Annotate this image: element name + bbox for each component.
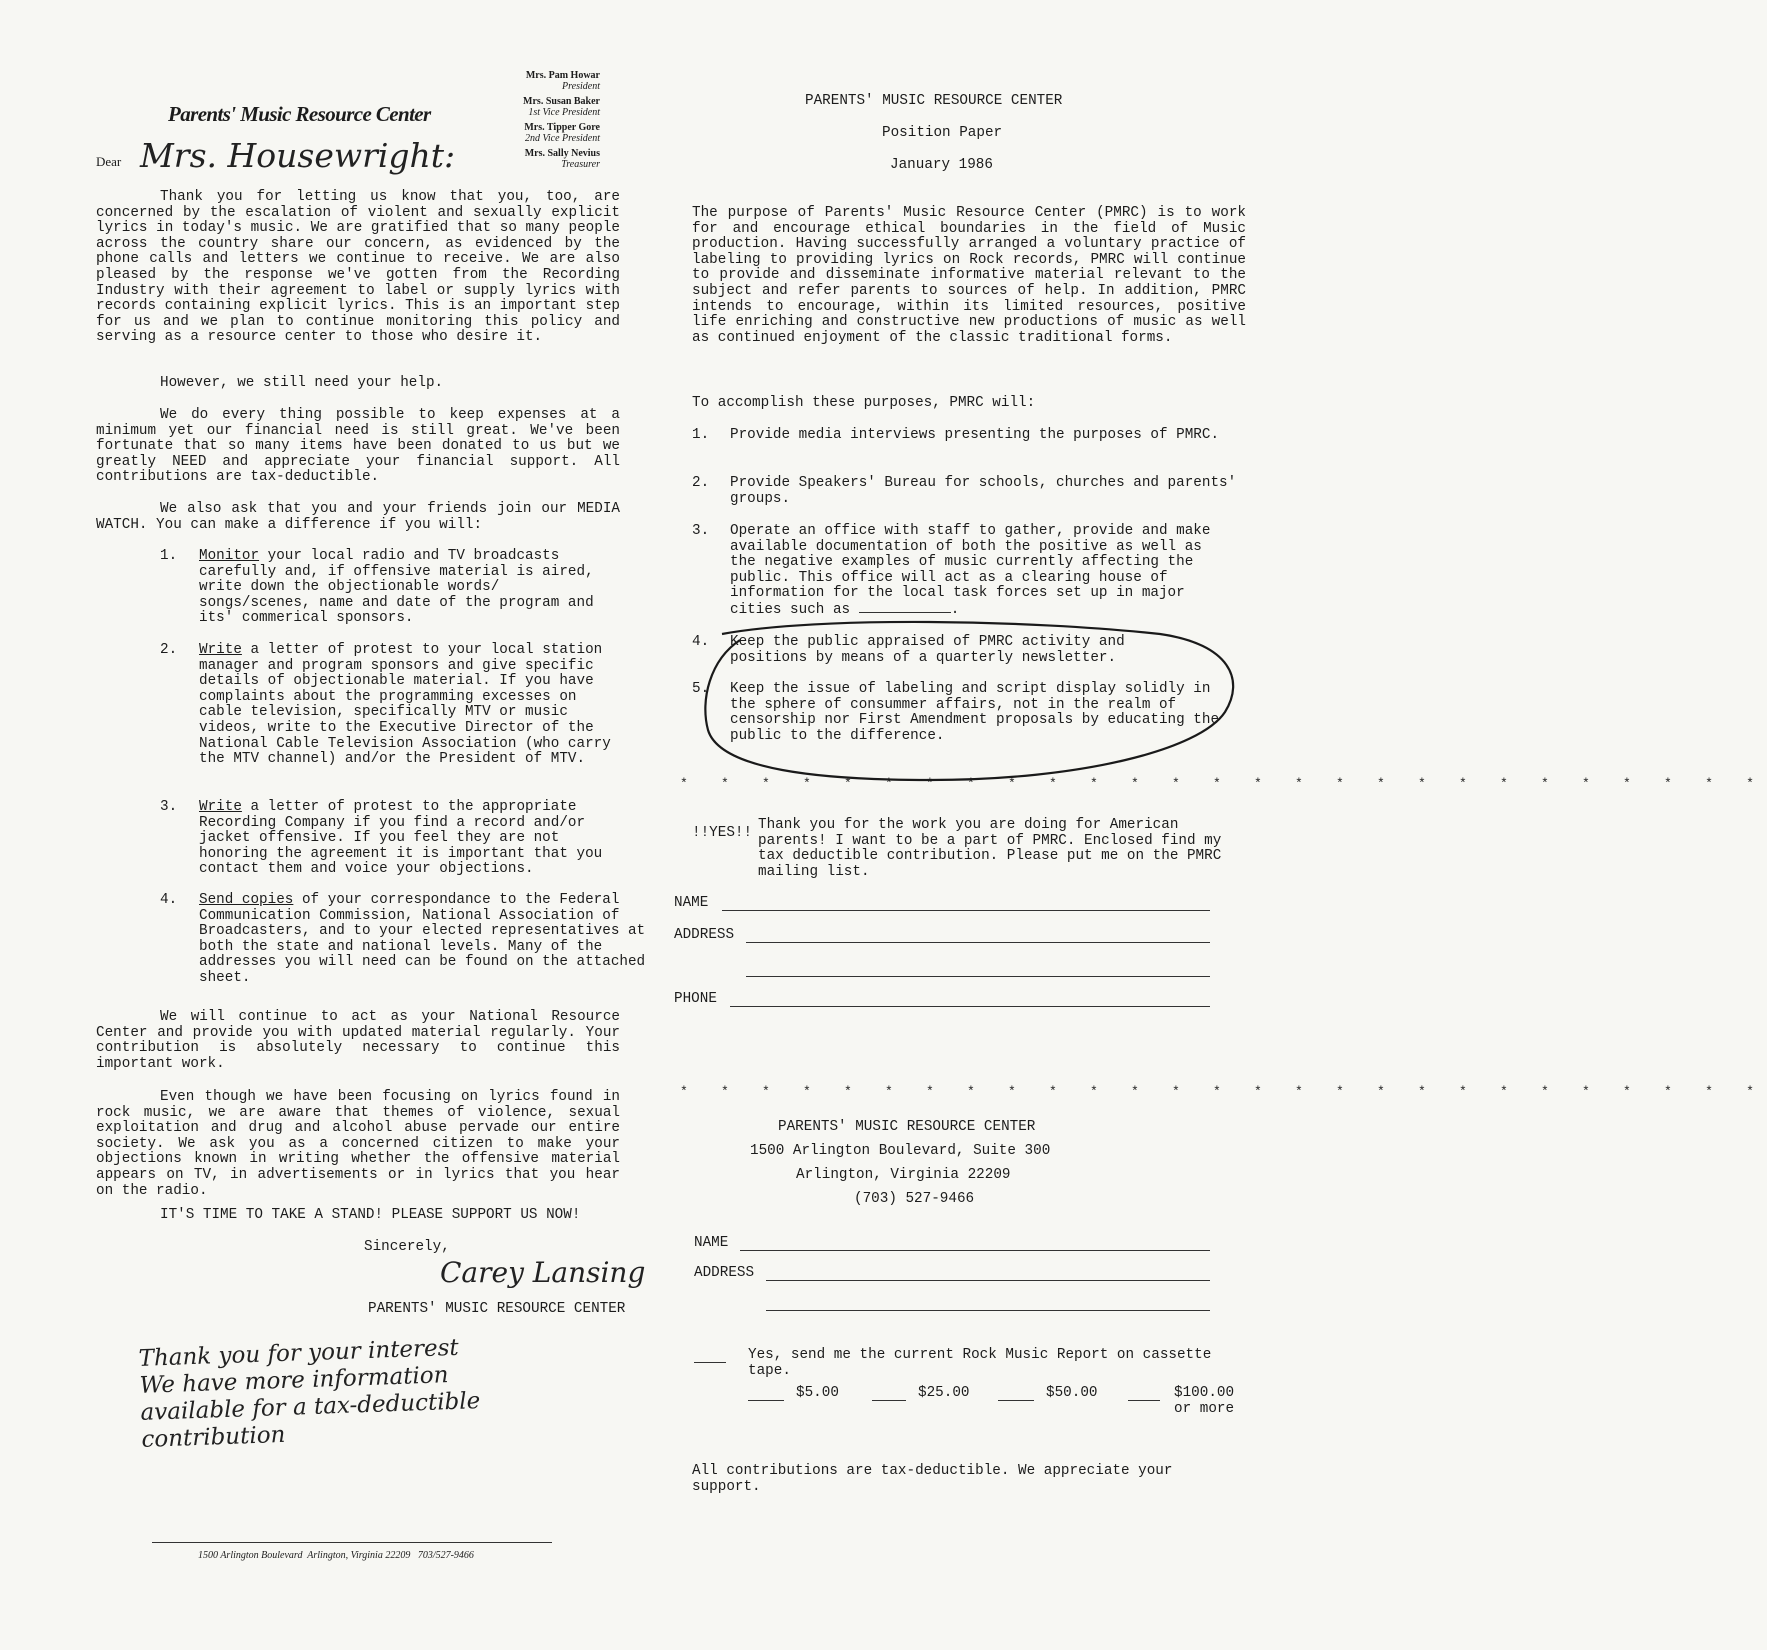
name-label: NAME (694, 1235, 729, 1251)
pledge-text: Thank you for the work you are doing for American parents! I want to be a part of PMRC. Enclosed find my tax deductible contribution. Please put me on the PMRC mailing list. (758, 817, 1222, 880)
officer: Mrs. Pam Howar President (525, 70, 600, 92)
form-phone: (703) 527-9466 (854, 1191, 975, 1207)
bleed-through-text (1245, 60, 1275, 1610)
amount-checkbox[interactable] (748, 1400, 784, 1401)
hand-drawn-circle (700, 620, 1240, 790)
name-field[interactable] (740, 1250, 1210, 1251)
divider-stars: * * * * * * * * * * * * * * * * * * * * * * * * * * * (680, 776, 1767, 791)
divider-stars: * * * * * * * * * * * * * * * * * * * * * * * * * * * (680, 1084, 1767, 1099)
position-subheader: Position Paper (882, 125, 1003, 141)
form-city: Arlington, Virginia 22209 (796, 1167, 1011, 1183)
address-label: ADDRESS (674, 927, 735, 943)
form-org: PARENTS' MUSIC RESOURCE CENTER (778, 1119, 1036, 1135)
phone-label: PHONE (674, 991, 717, 1007)
amount-option: $100.00 (1174, 1385, 1235, 1401)
address-label: ADDRESS (694, 1265, 755, 1281)
signature: Carey Lansing (440, 1256, 646, 1289)
amount-or-more: or more (1174, 1401, 1235, 1417)
officer: Mrs. Sally Nevius Treasurer (524, 148, 600, 170)
amount-option: $25.00 (918, 1385, 970, 1401)
amount-checkbox[interactable] (998, 1400, 1034, 1401)
amount-checkbox[interactable] (1128, 1400, 1160, 1401)
letter-footer: 1500 Arlington Boulevard Arlington, Virginia 22209 703/527-9466 (198, 1550, 474, 1561)
letter-paragraph: We do every thing possible to keep expenses at a minimum yet our financial need is still great. We've been fortunate that so many items have been donated to us but we greatly NEED and appreciate your financial support. All contributions are tax-deductible. (96, 407, 620, 486)
name-label: NAME (674, 895, 709, 911)
yes-label: !!YES!! (692, 825, 753, 841)
recipient-handwritten: Mrs. Housewright: (140, 136, 456, 175)
salutation: Dear (96, 154, 122, 169)
letter-paragraph: We also ask that you and your friends join our MEDIA WATCH. You can make a difference if you will: (96, 501, 620, 533)
cassette-offer: Yes, send me the current Rock Music Report on cassette tape. (748, 1347, 1212, 1379)
amount-option: $50.00 (1046, 1385, 1098, 1401)
position-date: January 1986 (890, 157, 993, 173)
org-name: Parents' Music Resource Center (168, 102, 431, 126)
call-to-action: IT'S TIME TO TAKE A STAND! PLEASE SUPPORT US NOW! (160, 1207, 581, 1223)
signature-org: PARENTS' MUSIC RESOURCE CENTER (368, 1301, 626, 1317)
address-field-line2[interactable] (766, 1310, 1210, 1311)
form-street: 1500 Arlington Boulevard, Suite 300 (750, 1143, 1051, 1159)
amount-checkbox[interactable] (872, 1400, 906, 1401)
letter-paragraph: Thank you for letting us know that you, too, are concerned by the escalation of violent and sexually explicit lyrics in today's music. We are gratified that so many people across the country share our concern, as evidenced by the phone calls and letters we continue to receive. We are also pleased by the response we've gotten from the Recording Industry with their agreement to label or supply lyrics with records containing explicit lyrics. This is an important step for us and we plan to continue monitoring this policy and serving as a resource center to those who desire it. (96, 189, 620, 346)
letter-paragraph: Even though we have been focusing on lyrics found in rock music, we are aware that themes of violence, sexual exploitation and drug and alcohol abuse pervade our entire society. We ask you as a concerned citizen to make your objections known in writing whether the offensive material appears on TV, in advertisements or in lyrics that you hear on the radio. (96, 1089, 620, 1199)
form-closing: All contributions are tax-deductible. We appreciate your support. (692, 1463, 1173, 1495)
accomplish-intro: To accomplish these purposes, PMRC will: (692, 395, 1036, 411)
letter-paragraph: However, we still need your help. (160, 375, 444, 391)
amount-option: $5.00 (796, 1385, 839, 1401)
address-field[interactable] (766, 1280, 1210, 1281)
purpose-paragraph: The purpose of Parents' Music Resource Center (PMRC) is to work for and encourage ethical boundaries in the field of Music production. Having successfully arranged a voluntary practice of labeling to providing lyrics on Rock records, PMRC will continue to provide and disseminate informative material relevant to the subject and refer parents to sources of help. In addition, PMRC intends to encourage, within its limited resources, positive life enriching and constructive new productions of music as well as continued enjoyment of the classic traditional forms. (692, 205, 1246, 346)
address-field[interactable] (746, 942, 1210, 943)
handwritten-note: Thank you for your interest We have more information available for a tax-deductible contribution (138, 1334, 481, 1453)
officer: Mrs. Tipper Gore 2nd Vice President (524, 122, 600, 144)
officers-list (488, 70, 600, 174)
footer-rule (152, 1542, 552, 1543)
closing: Sincerely, (364, 1239, 450, 1255)
letter-paragraph: We will continue to act as your National Resource Center and provide you with updated material regularly. Your contribution is absolutely necessary to continue this important work. (96, 1009, 620, 1072)
officer: Mrs. Susan Baker 1st Vice President (523, 96, 600, 118)
cassette-checkbox[interactable] (694, 1362, 726, 1363)
phone-field[interactable] (730, 1006, 1210, 1007)
position-header: PARENTS' MUSIC RESOURCE CENTER (805, 93, 1063, 109)
address-field-line2[interactable] (746, 976, 1210, 977)
name-field[interactable] (722, 910, 1210, 911)
